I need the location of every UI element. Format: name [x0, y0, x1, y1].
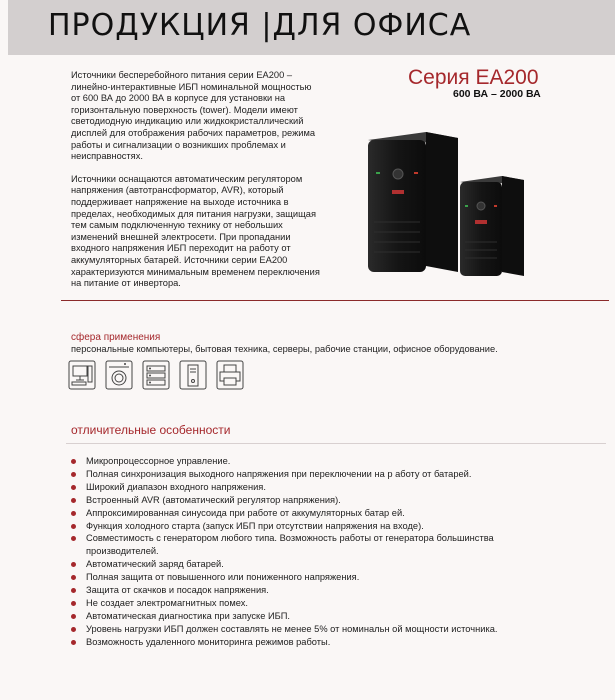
list-item: Автоматическая диагностика при запуске ИБП. — [66, 610, 506, 623]
printer-icon — [216, 360, 244, 390]
list-item: Уровень нагрузки ИБП должен составлять не менее 5% от номинальн ой мощности источника. — [66, 623, 506, 636]
list-item: Защита от скачков и посадок напряжения. — [66, 584, 506, 597]
list-item: Совместимость с генератором любого типа. Возможность работы от генератора большинства производителей. — [66, 532, 506, 558]
list-item: Не создает электромагнитных помех. — [66, 597, 506, 610]
list-item: Широкий диапазон входного напряжения. — [66, 481, 506, 494]
list-item: Автоматический заряд батарей. — [66, 558, 506, 571]
server-rack-icon — [142, 360, 170, 390]
list-item: Полная защита от повышенного или пониженного напряжения. — [66, 571, 506, 584]
section-divider — [61, 300, 609, 301]
intro-paragraph-2: Источники оснащаются автоматическим регулятором напряжения (автотрансформатор, AVR), который поддерживает напряжение на выходе источника в пределах, необходимых для питания нагрузки, защищая тем самым подключенную технику от небольших изменений внешней электросети. При пропадании входного напряжения ИБП переходит на работу от аккумуляторных батарей. Источники серии EA200 характеризуются минимальным временем переключения на питание от инвертора. — [71, 173, 320, 289]
list-item: Микропроцессорное управление. — [66, 455, 506, 468]
features-rule — [66, 443, 606, 444]
page-title: ПРОДУКЦИЯ |ДЛЯ ОФИСА — [48, 8, 472, 43]
list-item: Полная синхронизация выходного напряжения при переключении на р аботу от батарей. — [66, 468, 506, 481]
series-title: Серия EA200 — [408, 66, 539, 89]
computer-icon — [68, 360, 96, 390]
features-list — [66, 455, 506, 649]
series-range: 600 ВА – 2000 ВА — [453, 88, 541, 100]
application-icons — [68, 360, 244, 390]
intro-text — [71, 70, 321, 301]
list-item: Встроенный AVR (автоматический регулятор напряжения). — [66, 494, 506, 507]
scope-title: сфера применения — [71, 332, 161, 343]
washing-machine-icon — [105, 360, 133, 390]
list-item: Функция холодного старта (запуск ИБП при отсутствии напряжения на входе). — [66, 520, 506, 533]
list-item: Аппроксимированная синусоида при работе от аккумуляторных батар ей. — [66, 507, 506, 520]
ups-small-image — [460, 176, 524, 278]
ups-large-image — [368, 132, 458, 274]
scope-text: персональные компьютеры, бытовая техника, серверы, рабочие станции, офисное оборудование. — [71, 344, 498, 354]
intro-paragraph-1: Источники бесперебойного питания серии EA200 – линейно-интерактивные ИБП номинальной мощностью от 600 ВА до 2000 ВА в корпусе для установки на горизонтальную поверхность (tower). Модели имеют светодиодную индикацию или жидкокристаллический дисплей для отображения рабочих параметров, режима работы и сигнализации о возникших проблемах и неисправностях. — [71, 70, 316, 162]
pc-tower-icon — [179, 360, 207, 390]
list-item: Возможность удаленного мониторинга режимов работы. — [66, 636, 506, 649]
features-title: отличительные особенности — [71, 423, 231, 437]
